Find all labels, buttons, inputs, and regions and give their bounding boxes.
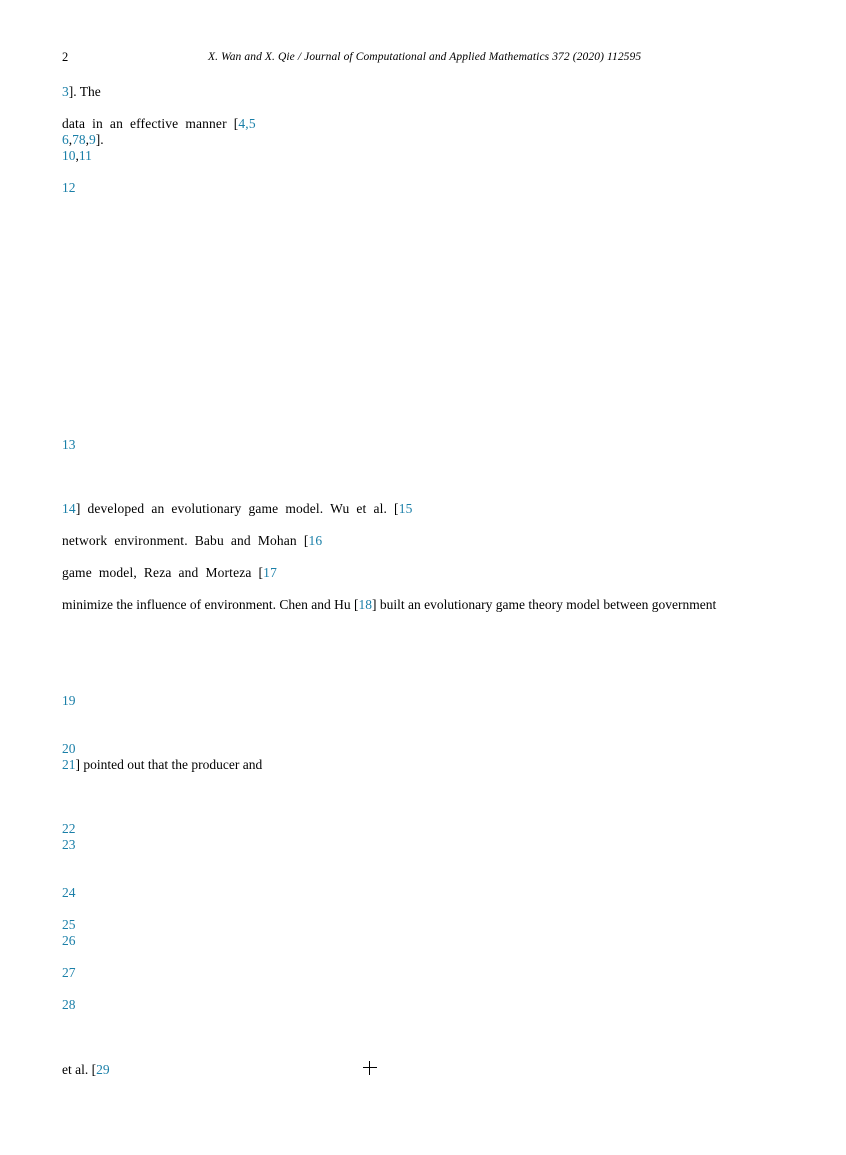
citation-link[interactable]: 17 — [263, 565, 277, 580]
text-run: ] developed an evolutionary game model. Wu et al. [ — [75, 501, 399, 516]
citation-link[interactable]: 20 — [62, 741, 76, 756]
text-line — [62, 116, 256, 132]
citation-link[interactable]: 9 — [89, 132, 96, 147]
text-line — [62, 501, 413, 517]
citation-link[interactable]: 21 — [62, 757, 76, 772]
text-run: ]. The — [68, 84, 101, 99]
crosshair-marker — [363, 1061, 377, 1075]
text-run: ]. — [95, 132, 104, 147]
citation-link[interactable]: 3 — [62, 84, 69, 99]
citation-link[interactable]: 26 — [62, 933, 76, 948]
citation-link[interactable]: 22 — [62, 821, 76, 836]
citation-link[interactable]: 29 — [96, 1062, 110, 1077]
citation-link[interactable]: 28 — [62, 997, 76, 1012]
text-line — [62, 693, 76, 709]
citation-link[interactable]: 16 — [308, 533, 323, 548]
citation-link[interactable]: 25 — [62, 917, 76, 932]
text-line — [62, 180, 76, 196]
text-line — [62, 533, 322, 549]
text-run: minimize the influence of environment. Chen and Hu [ — [62, 597, 359, 612]
text-run: et al. [ — [62, 1062, 97, 1077]
text-line — [62, 837, 76, 853]
text-line — [62, 148, 92, 164]
citation-link[interactable]: 19 — [62, 693, 76, 708]
citation-link[interactable]: 10 — [62, 148, 76, 163]
text-line — [62, 821, 76, 837]
text-line — [62, 84, 101, 100]
citation-link[interactable]: 6 — [62, 132, 69, 147]
citation-link[interactable]: 12 — [62, 180, 76, 195]
citation-link[interactable]: 4,5 — [238, 116, 256, 131]
citation-link[interactable]: 13 — [62, 437, 76, 452]
text-line — [62, 885, 76, 901]
citation-link[interactable]: 24 — [62, 885, 76, 900]
text-line — [62, 597, 716, 613]
text-run: ] built an evolutionary game theory model between government — [372, 597, 717, 612]
text-run: network environment. Babu and Mohan [ — [62, 533, 309, 548]
text-run: ] pointed out that the producer and — [75, 757, 263, 772]
text-line — [62, 437, 76, 453]
text-line — [62, 1062, 110, 1078]
citation-link[interactable]: 15 — [398, 501, 413, 516]
citation-link[interactable]: 23 — [62, 837, 76, 852]
text-line — [62, 933, 76, 949]
citation-link[interactable]: 78 — [72, 132, 86, 147]
running-head: X. Wan and X. Qie / Journal of Computational and Applied Mathematics 372 (2020) 112595 — [208, 51, 642, 63]
text-line — [62, 917, 76, 933]
text-run: , — [85, 132, 89, 147]
text-run: game model, Reza and Morteza [ — [62, 565, 264, 580]
text-run: , — [75, 148, 79, 163]
text-line — [62, 757, 262, 773]
citation-link[interactable]: 11 — [78, 148, 92, 163]
text-line — [62, 565, 277, 581]
text-line — [62, 997, 76, 1013]
text-line — [62, 741, 76, 757]
citation-link[interactable]: 27 — [62, 965, 76, 980]
text-line — [62, 965, 76, 981]
text-line — [62, 132, 104, 148]
text-run: , — [68, 132, 73, 147]
citation-link[interactable]: 18 — [358, 597, 373, 612]
page-number: 2 — [62, 50, 69, 64]
text-run: data in an effective manner [ — [62, 116, 239, 131]
citation-link[interactable]: 14 — [62, 501, 76, 516]
